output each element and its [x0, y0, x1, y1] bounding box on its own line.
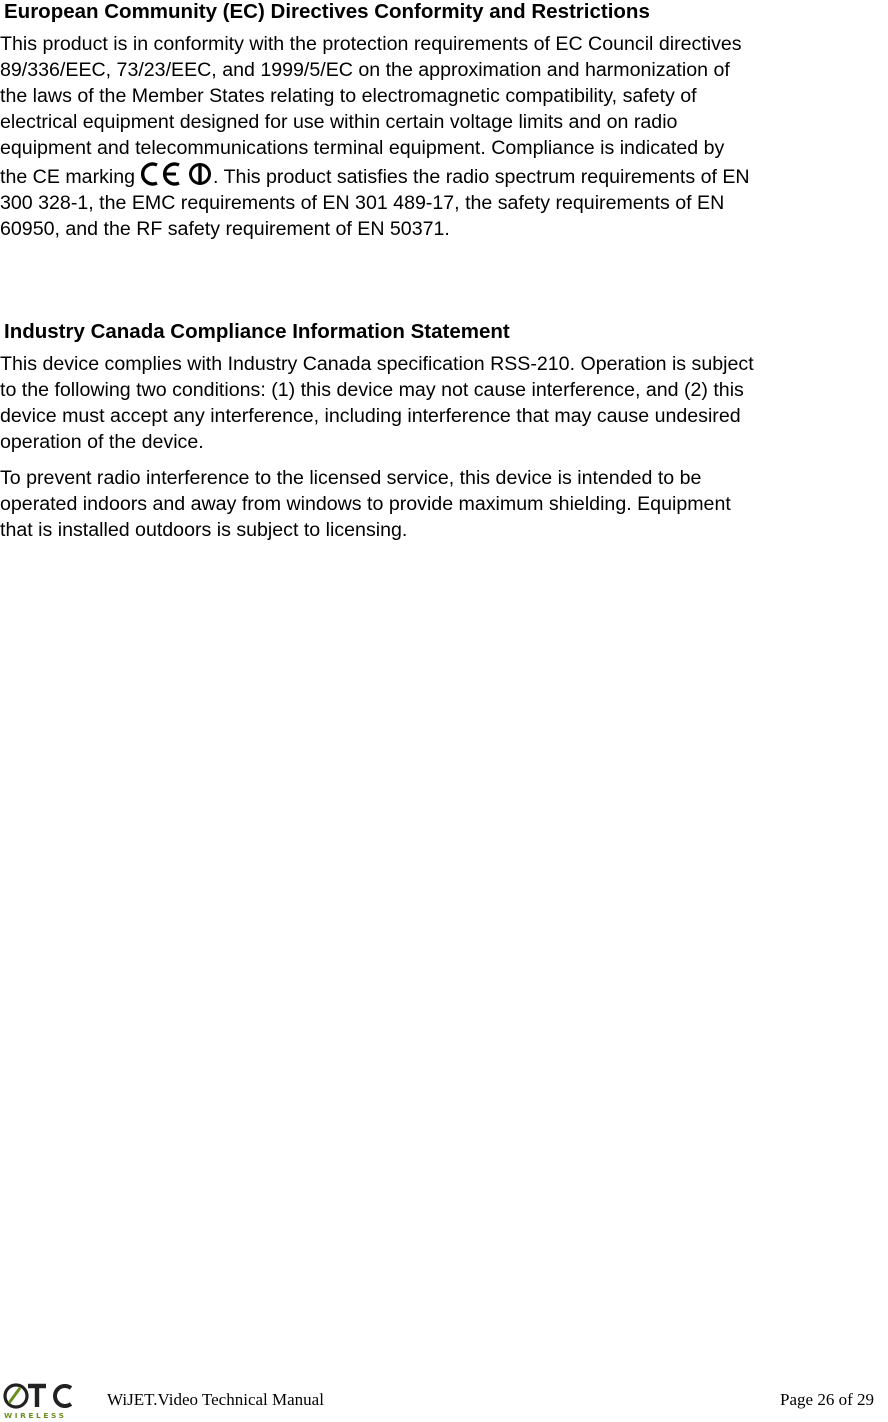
text-line: the laws of the Member States relating to electromagnetic compatibility, safety of	[0, 85, 697, 107]
ec-paragraph	[0, 31, 886, 242]
text-line: operated indoors and away from windows to provide maximum shielding. Equipment	[0, 493, 731, 515]
canada-paragraph-2	[0, 465, 886, 543]
text-line: that is installed outdoors is subject to licensing.	[0, 519, 408, 541]
svg-text:WIRELESS: WIRELESS	[4, 1411, 67, 1420]
text-segment: the CE marking	[0, 166, 136, 188]
text-line: 89/336/EEC, 73/23/EEC, and 1999/5/EC on the approximation and harmonization of	[0, 59, 730, 81]
text-line-with-mark	[0, 161, 886, 190]
ce-alert-mark-icon	[138, 161, 212, 187]
text-line: This device complies with Industry Canada specification RSS-210. Operation is subject	[0, 353, 754, 375]
text-line: To prevent radio interference to the licensed service, this device is intended to be	[0, 467, 702, 489]
text-line: operation of the device.	[0, 431, 204, 453]
canada-heading: Industry Canada Compliance Information Statement	[4, 320, 510, 343]
text-line: 300 328-1, the EMC requirements of EN 301 489-17, the safety requirements of EN	[0, 192, 725, 214]
ec-heading: European Community (EC) Directives Conformity and Restrictions	[4, 0, 650, 23]
page-number: Page 26 of 29	[780, 1390, 874, 1409]
page-footer	[0, 1378, 888, 1422]
canada-paragraph-1	[0, 351, 886, 455]
text-line: This product is in conformity with the protection requirements of EC Council directives	[0, 33, 742, 55]
text-line: device must accept any interference, including interference that may cause undesired	[0, 405, 741, 427]
otc-wireless-logo	[2, 1382, 76, 1420]
text-line: to the following two conditions: (1) this device may not cause interference, and (2) this	[0, 379, 744, 401]
text-line: electrical equipment designed for use within certain voltage limits and on radio	[0, 111, 678, 133]
text-segment: . This product satisfies the radio spectrum requirements of EN	[213, 166, 750, 188]
text-line: equipment and telecommunications terminal equipment. Compliance is indicated by	[0, 137, 725, 159]
text-line: 60950, and the RF safety requirement of EN 50371.	[0, 218, 450, 240]
manual-title: WiJET.Video Technical Manual	[107, 1390, 324, 1409]
